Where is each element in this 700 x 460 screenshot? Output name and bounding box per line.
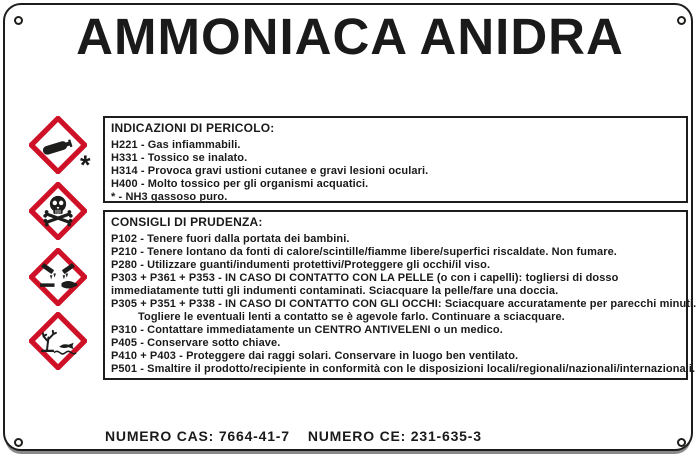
precautionary-statements-box bbox=[103, 210, 697, 380]
precaution-line: P305 + P351 + P338 - IN CASO DI CONTATTO CON GLI OCCHI: Sciacquare accuratamente per parecchi minuti. bbox=[111, 298, 697, 310]
registry-numbers bbox=[105, 428, 500, 444]
precaution-line: P280 - Utilizzare guanti/indumenti protettivi/Proteggere gli occhi/il viso. bbox=[111, 259, 491, 271]
hazard-box-header: INDICAZIONI DI PERICOLO: bbox=[111, 121, 275, 135]
hazard-statements-box bbox=[103, 116, 688, 203]
precaution-line: immediatamente tutti gli indumenti contaminati. Sciacquare la pelle/fare una doccia. bbox=[111, 285, 559, 297]
sign-title: AMMONIACA ANIDRA bbox=[76, 8, 624, 65]
gas-cylinder-pictogram-icon bbox=[29, 116, 87, 174]
skull-crossbones-pictogram-icon bbox=[29, 182, 87, 240]
hazard-line: H400 - Molto tossico per gli organismi acquatici. bbox=[111, 178, 369, 190]
precaution-line: P310 - Contattare immediatamente un CENTRO ANTIVELENI o un medico. bbox=[111, 324, 503, 336]
precaution-line: P102 - Tenere fuori dalla portata dei bambini. bbox=[111, 233, 350, 245]
precaution-line: P303 + P361 + P353 - IN CASO DI CONTATTO CON LA PELLE (o con i capelli): togliersi di dosso bbox=[111, 272, 619, 284]
mounting-hole-bottom-left bbox=[14, 438, 23, 447]
precaution-line: Togliere le eventuali lenti a contatto se è agevole farlo. Continuare a sciacquare. bbox=[138, 311, 565, 323]
hazard-line: * - NH3 gassoso puro. bbox=[111, 191, 228, 203]
environment-pictogram-icon bbox=[29, 312, 87, 370]
precaution-box-header: CONSIGLI DI PRUDENZA: bbox=[111, 215, 263, 229]
hazard-line: H314 - Provoca gravi ustioni cutanee e gravi lesioni oculari. bbox=[111, 165, 429, 177]
hazard-line: H221 - Gas infiammabili. bbox=[111, 139, 241, 151]
corrosion-pictogram-icon bbox=[29, 248, 87, 306]
mounting-hole-bottom-right bbox=[677, 438, 686, 447]
precaution-line: P405 - Conservare sotto chiave. bbox=[111, 337, 281, 349]
ce-number: NUMERO CE: 231-635-3 bbox=[307, 428, 482, 444]
precaution-line: P210 - Tenere lontano da fonti di calore/scintille/fiamme libere/superfici riscaldate. Non fumare. bbox=[111, 246, 617, 258]
precaution-line: P501 - Smaltire il prodotto/recipiente in conformità con le disposizioni locali/regionali/nazionali/internazionali. bbox=[111, 363, 696, 375]
precaution-line: P410 + P403 - Proteggere dai raggi solari. Conservare in luogo ben ventilato. bbox=[111, 350, 519, 362]
cas-number: NUMERO CAS: 7664-41-7 bbox=[105, 428, 290, 444]
hazard-line: H331 - Tossico se inalato. bbox=[111, 152, 248, 164]
pure-gas-note-asterisk: * bbox=[80, 150, 91, 180]
